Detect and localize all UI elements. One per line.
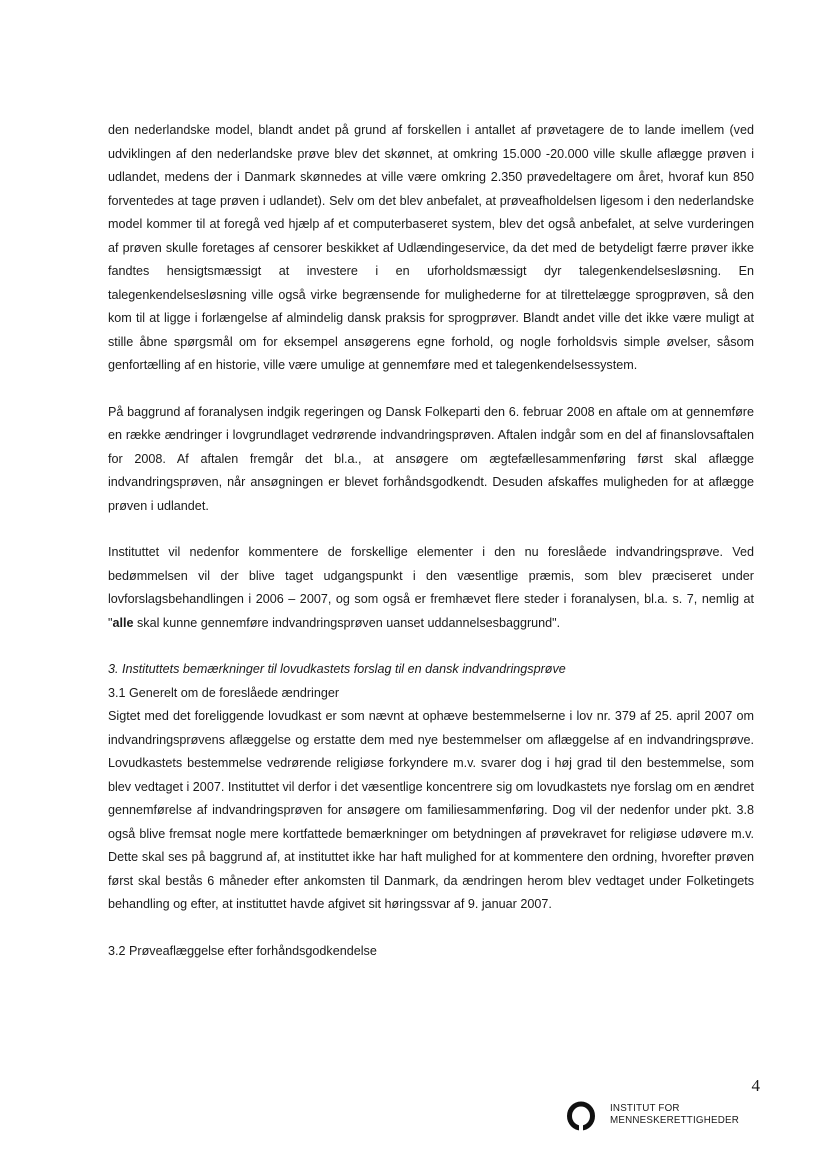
- emphasis-alle: alle: [112, 615, 134, 630]
- logo-line-1: INSTITUT FOR: [610, 1103, 680, 1114]
- paragraph-institute-comments-text: Instituttet vil nedenfor kommentere de forskellige elementer i den nu foreslåede indvandringsprøve. Ved bedømmelsen vil der blive taget udgangspunkt i den væsentlige præmis, som blev præciseret under lovforslagsbehandlingen i 2006 – 2007, og som også er fremhævet flere steder i foranalysen, bl.a. s. 7, nemlig at ": [108, 545, 754, 630]
- logo-text: [610, 1103, 739, 1127]
- institute-logo: [566, 1099, 766, 1135]
- paragraph-agreement: På baggrund af foranalysen indgik regeringen og Dansk Folkeparti den 6. februar 2008 en aftale om at gennemføre en række ændringer i lovgrundlaget vedrørende indvandringsprøven. Aftalen indgår som en del af finanslovsaftalen for 2008. Af aftalen fremgår det bl.a., at ansøgere om ægtefællesammenføring først skal aflægge indvandringsprøven, når ansøgningen er blevet forhåndsgodkendt. Desuden afskaffes muligheden for at aflægge prøven i udlandet.: [108, 404, 754, 513]
- section-3-1-heading: 3.1 Generelt om de foreslåede ændringer: [108, 685, 340, 700]
- document-body: [108, 119, 754, 963]
- section-3-2-heading: 3.2 Prøveaflæggelse efter forhåndsgodkendelse: [108, 943, 377, 958]
- institute-ring-icon: [566, 1101, 596, 1131]
- paragraph-dutch-model: den nederlandske model, blandt andet på grund af forskellen i antallet af prøvetagere de to lande imellem (ved udviklingen af den nederlandske prøve blev det skønnet, at omkring 15.000 -20.000 ville skulle aflægge prøven i udlandet, medens der i Danmark skønnedes at ville være omkring 2.350 prøvedeltagere om året, hvoraf kun 850 forventedes at tage prøven i udlandet). Selv om det blev anbefalet, at prøveafholdelsen ligesom i den nederlandske model kommer til at foregå ved hjælp af et computerbaseret system, blev det også anbefalet, at selve vurderingen af prøven skulle foretages af censorer beskikket af Udlændingeservice, da det med de betydeligt færre prøver ikke fandtes hensigtsmæssigt at investere i en uforholdsmæssigt dyr talegenkendelsesløsning. En talegenkendelsesløsning ville også virke begrænsende for mulighederne for at tilrettelægge sprogprøven, så den kom til at ligge i forlængelse af almindelig dansk praksis for sprogprøver. Blandt andet ville det ikke være muligt at stille åbne spørgsmål om for eksempel ansøgerens egne forhold, og nogle forholdsvis simple øvelser, såsom genfortælling af en historie, ville være umulige at gennemføre med et talegenkendelsessystem.: [108, 123, 754, 372]
- logo-line-2: MENNESKERETTIGHEDER: [610, 1115, 739, 1126]
- page-number: 4: [751, 1076, 760, 1095]
- paragraph-institute-comments-end: skal kunne gennemføre indvandringsprøven uanset uddannelsesbaggrund".: [133, 615, 561, 630]
- section-3-heading: 3. Instituttets bemærkninger til lovudkastets forslag til en dansk indvandringsprøve: [108, 662, 566, 676]
- paragraph-general-changes: Sigtet med det foreliggende lovudkast er som nævnt at ophæve bestemmelserne i lov nr. 379 af 25. april 2007 om indvandringsprøvens aflæggelse og erstatte dem med nye bestemmelser om aflæggelse af en indvandringsprøve. Lovudkastets bestemmelse vedrørende religiøse forkyndere m.v. svarer dog i høj grad til den bestemmelse, som blev vedtaget i 2007. Instituttet vil derfor i det væsentlige koncentrere sig om lovudkastets nye forslag om en ændret gennemførelse af indvandringsprøven for ansøgere om familiesammenføring. Dog vil der nedenfor under pkt. 3.8 også blive fremsat nogle mere kortfattede bemærkninger om betydningen af prøvekravet for religiøse udøvere m.v. Dette skal ses på baggrund af, at instituttet ikke har haft mulighed for at kommentere den ordning, hvorefter prøven først skal bestås 6 måneder efter ankomsten til Danmark, da ændringen herom blev vedtaget under Folketingets behandling og efter, at instituttet havde afgivet sit høringssvar af 9. januar 2007.: [108, 709, 754, 911]
- paragraph-institute-comments: [108, 541, 754, 635]
